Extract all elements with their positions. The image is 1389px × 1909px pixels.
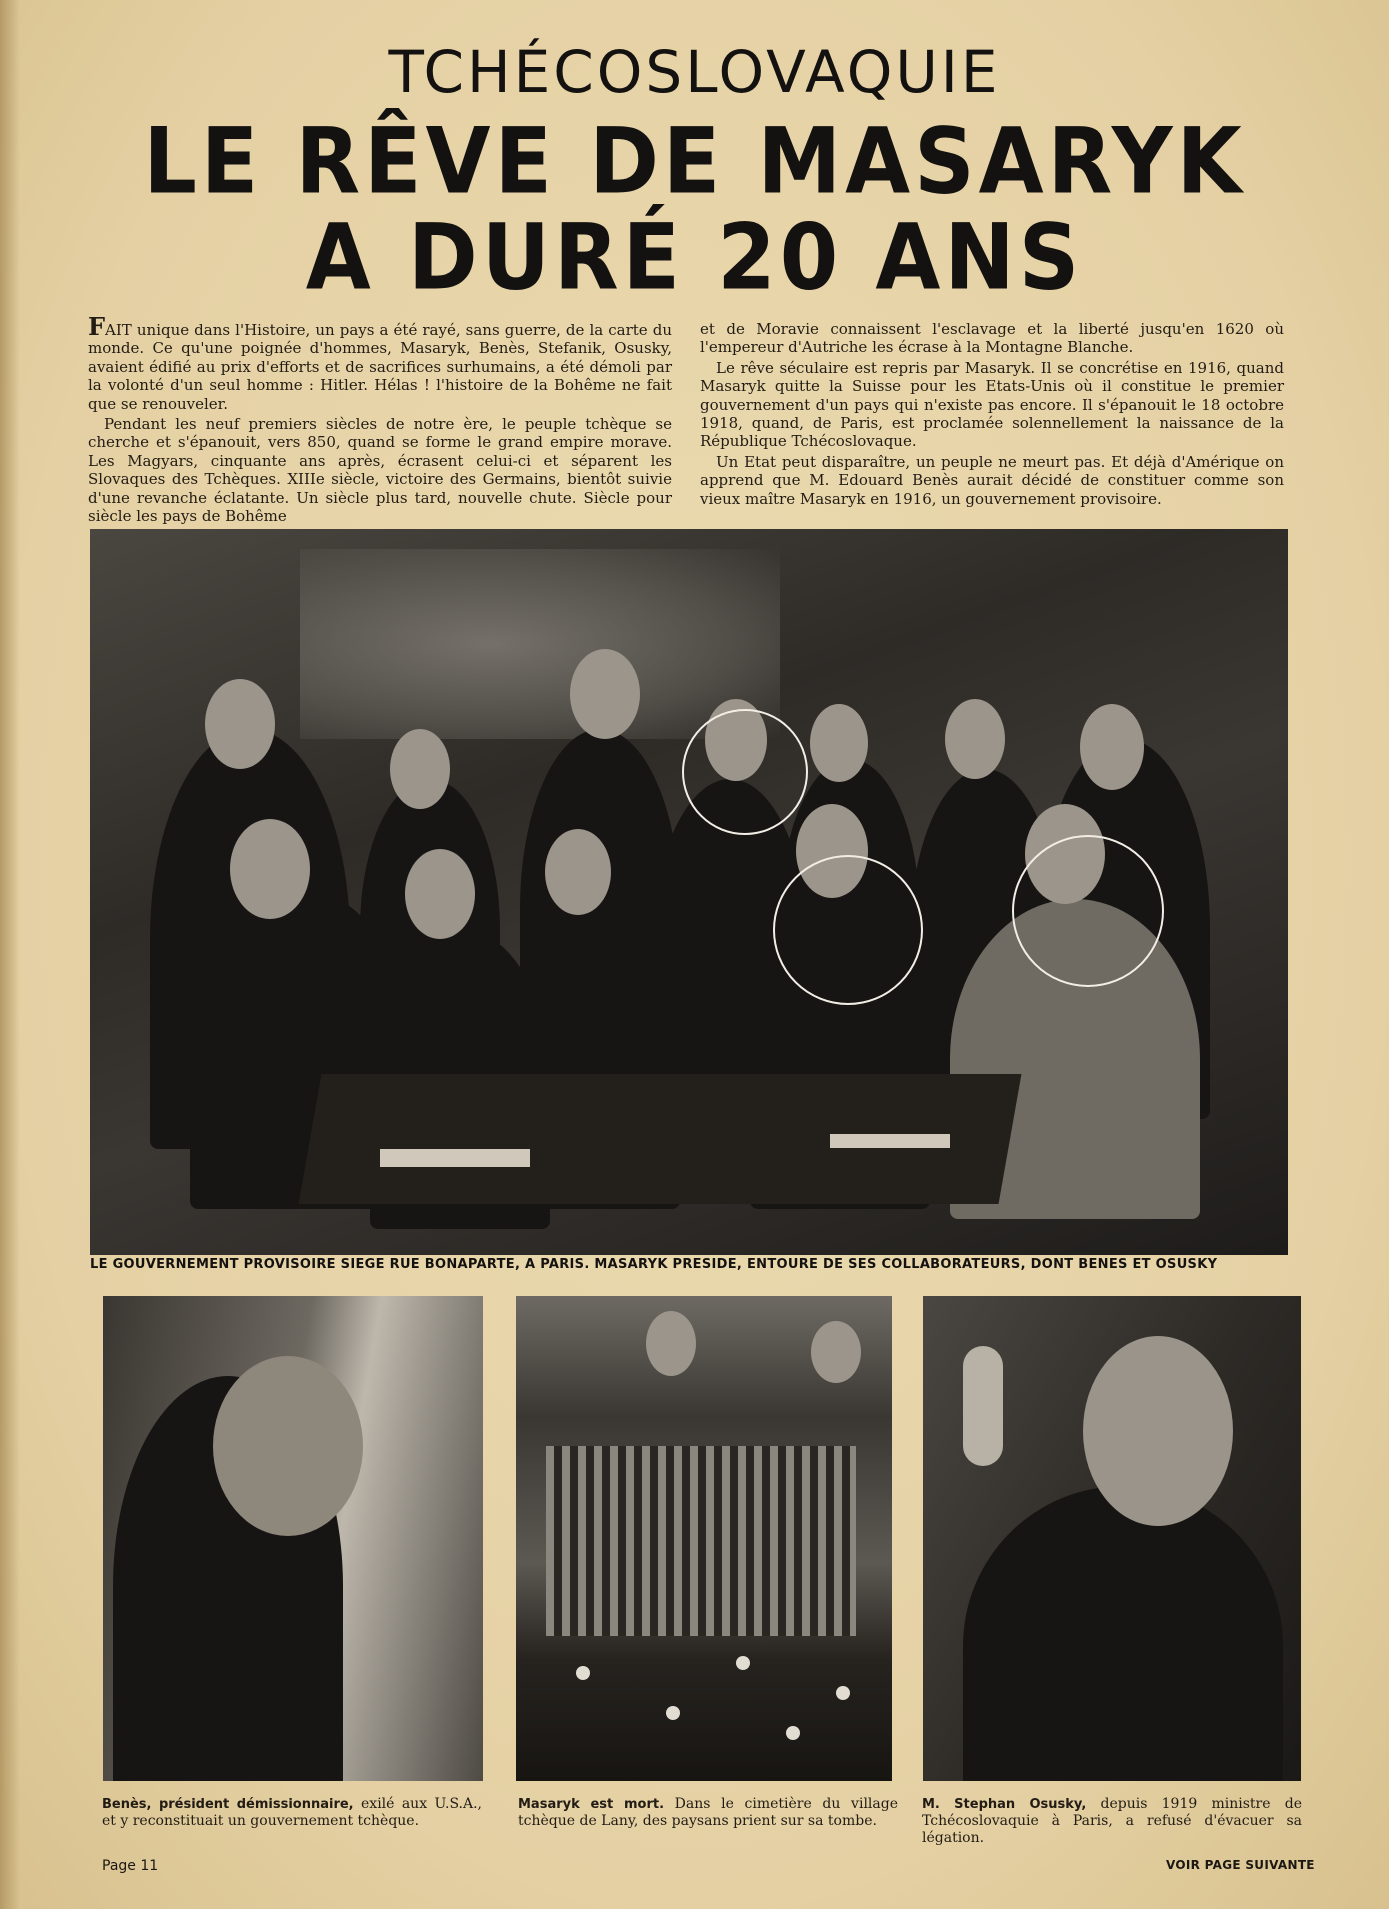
drop-cap: F (88, 312, 106, 341)
caption-benes (102, 1796, 482, 1830)
flower (836, 1686, 850, 1700)
highlight-circle (682, 709, 808, 835)
face (390, 729, 450, 809)
flower (666, 1706, 680, 1720)
face (811, 1321, 861, 1383)
figure (963, 1486, 1283, 1781)
face (570, 649, 640, 739)
caption-bold: Masaryk est mort. (518, 1797, 665, 1812)
face (205, 679, 275, 769)
photo-benes (103, 1296, 483, 1781)
article-paragraph: Un Etat peut disparaître, un peuple ne meurt pas. Et déjà d'Amérique on apprend que M. Edouard Benès aurait décidé de constituer comme son vieux maître Masaryk en 1916, un gouvernement provisoire. (700, 452, 1284, 508)
flag-banner (300, 549, 780, 739)
article-paragraph: Pendant les neuf premiers siècles de notre ère, le peuple tchèque se cherche et s'épanouit, vers 850, quand se forme le grand empire morave. Les Magyars, cinquante ans après, écrasent celui-ci et séparent les Slovaques des Tchèques. XIIIe siècle, victoire des Germains, bientôt suivie d'une revanche éclatante. Un siècle plus tard, nouvelle chute. Siècle pour siècle les pays de Bohême (88, 415, 672, 526)
face (405, 849, 475, 939)
flower (736, 1656, 750, 1670)
face (1080, 704, 1144, 790)
face (1083, 1336, 1233, 1526)
kicker-title: TCHÉCOSLOVAQUIE (388, 38, 1001, 106)
next-page-link[interactable]: VOIR PAGE SUIVANTE (1166, 1858, 1315, 1872)
caption-text: exilé aux U.S.A., et y reconstituait un gouvernement tchèque. (102, 1796, 482, 1829)
highlight-circle (773, 855, 923, 1005)
face (810, 704, 868, 782)
main-group-photo (90, 529, 1288, 1255)
article-paragraph (88, 312, 672, 413)
flower (576, 1666, 590, 1680)
caption-text: Dans le cimetière du village tchèque de Lany, des paysans prient sur sa tombe. (518, 1796, 898, 1829)
main-photo-caption: LE GOUVERNEMENT PROVISOIRE SIEGE RUE BONAPARTE, A PARIS. MASARYK PRESIDE, ENTOURE DE SES COLLABORATEURS, DONT BENES ET OSUSKY (90, 1257, 1218, 1272)
caption-bold: Benès, président démissionnaire, (102, 1797, 354, 1812)
caption-bold: M. Stephan Osusky, (922, 1797, 1087, 1812)
flower (786, 1726, 800, 1740)
article-paragraph: et de Moravie connaissent l'esclavage et la liberté jusqu'en 1620 où l'empereur d'Autriche les écrase à la Montagne Blanche. (700, 320, 1284, 357)
article-paragraph: Le rêve séculaire est repris par Masaryk. Il se concrétise en 1916, quand Masaryk quitte la Suisse pour les Etats-Unis où il constitue le premier gouvernement d'un pays qui n'existe pas encore. Il s'épanouit le 18 octobre 1918, quand, de Paris, est proclamée solennellement la naissance de la République Tchécoslovaque. (700, 358, 1284, 451)
paper (830, 1134, 950, 1148)
face (213, 1356, 363, 1536)
caption-text: depuis 1919 ministre de Tchécoslovaquie à Paris, a refusé d'évacuer sa légation. (922, 1796, 1302, 1846)
photo-osusky (923, 1296, 1301, 1781)
paragraph-text: AIT unique dans l'Histoire, un pays a été rayé, sans guerre, de la carte du monde. Ce qu'une poignée d'hommes, Masaryk, Benès, Stefanik, Osusky, avaient édifié au prix d'efforts et de sacrifices surhumains, a été démoli par la volonté d'un seul homme : Hitler. Hélas ! l'histoire de la Bohême ne fait que se renouveler. (88, 321, 672, 413)
headline-line-2: A DURÉ 20 ANS (305, 204, 1084, 310)
grave-fence (546, 1446, 856, 1636)
face (230, 819, 310, 919)
caption-osusky (922, 1796, 1302, 1847)
highlight-circle (1012, 835, 1164, 987)
article-column-right (700, 320, 1284, 510)
photo-masaryk-grave (516, 1296, 892, 1781)
paper (380, 1149, 530, 1167)
face (945, 699, 1005, 779)
headline-line-1: LE RÊVE DE MASARYK (143, 108, 1246, 214)
face (646, 1311, 696, 1376)
page-number: Page 11 (102, 1858, 159, 1874)
caption-masaryk (518, 1796, 898, 1830)
face (545, 829, 611, 915)
raised-finger (963, 1346, 1003, 1466)
article-column-left (88, 312, 672, 527)
